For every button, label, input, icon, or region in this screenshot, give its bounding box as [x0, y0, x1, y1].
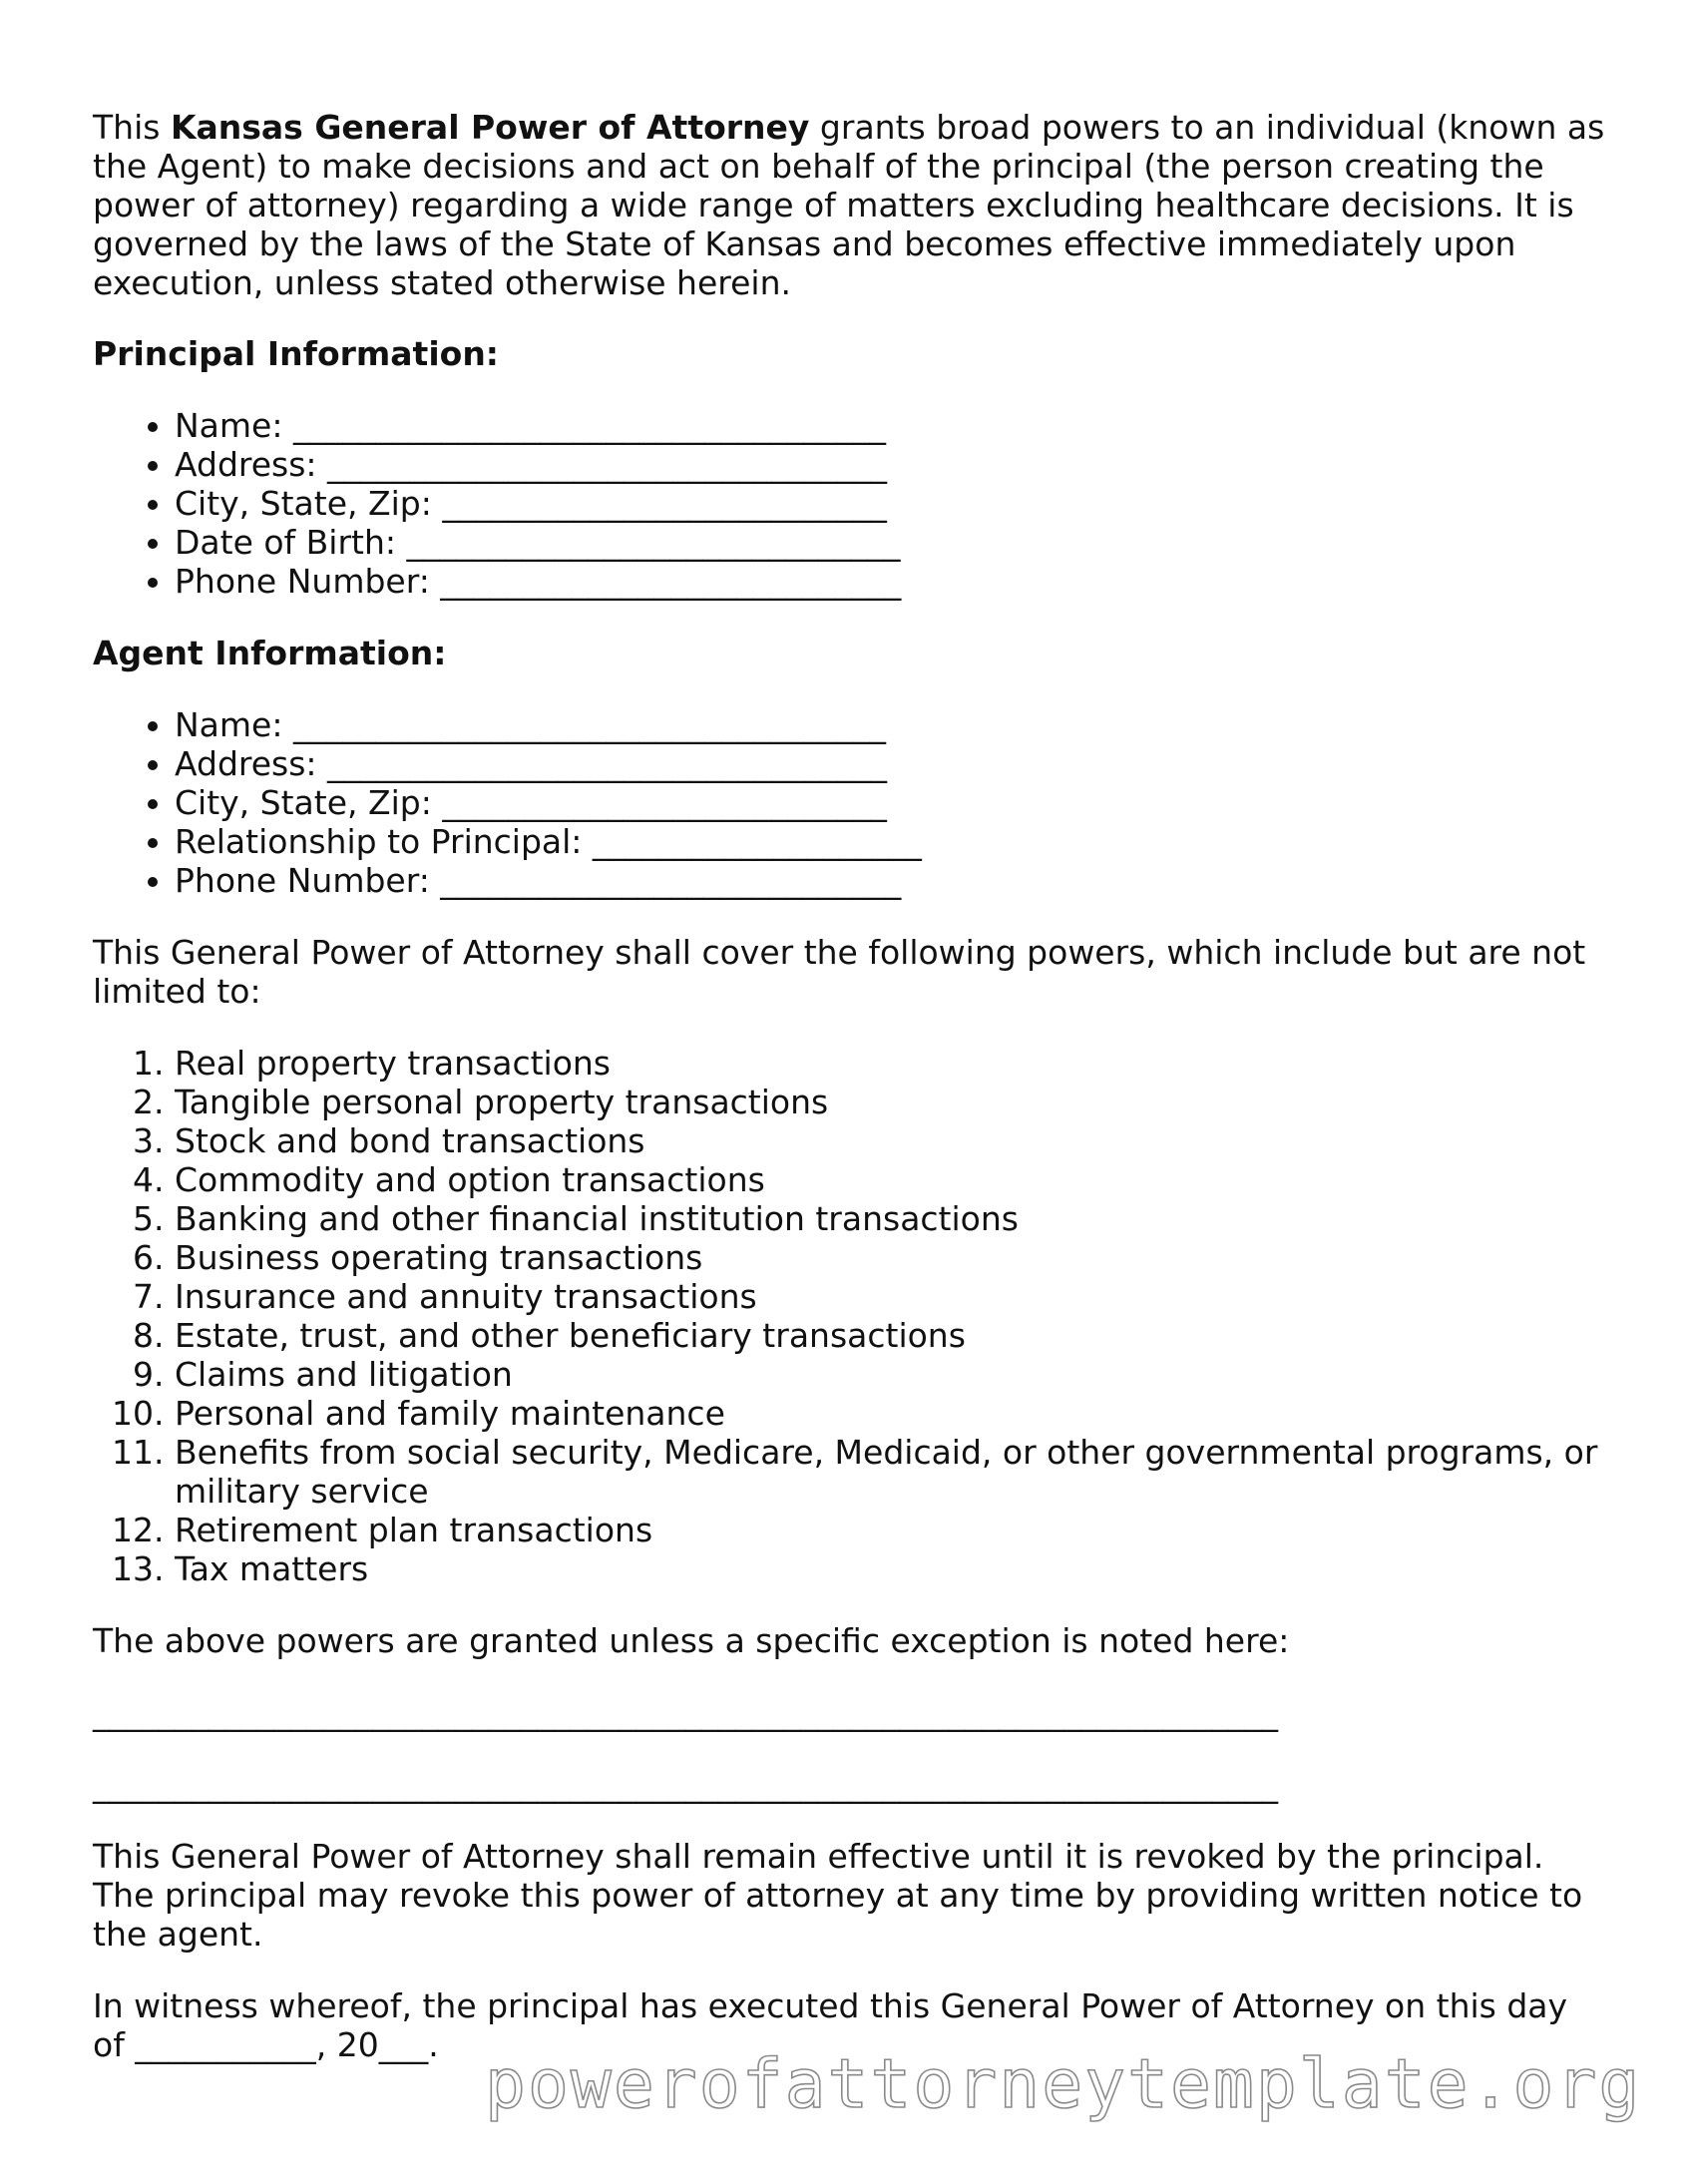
power-item: 11. Benefits from social security, Medicare, Medicaid, or other governmental programs, or military service [175, 1433, 1609, 1511]
power-item: 10. Personal and family maintenance [175, 1394, 1609, 1433]
watermark-text: powerofattorneytemplate.org [485, 2045, 1642, 2124]
power-item: 5. Banking and other financial institution transactions [175, 1199, 1609, 1238]
principal-city-field: • City, State, Zip: ___________________________ [175, 484, 1609, 523]
intro-text: grants broad powers to an individual (known as the Agent) to make decisions and act on behalf of the principal (the person creating the power of attorney) regarding a wide range of matters excluding healthcare decisions. It is governed by the laws of the State of Kansas and becomes effective immediately upon execution, unless stated otherwise herein. [93, 108, 1605, 302]
agent-phone-field: • Phone Number: ____________________________ [175, 861, 1609, 900]
power-item: 7. Insurance and annuity transactions [175, 1277, 1609, 1316]
powers-list [93, 1044, 1609, 1588]
agent-field-list [93, 705, 1609, 900]
principal-name-field: • Name: ____________________________________ [175, 406, 1609, 445]
principal-field-list [93, 406, 1609, 601]
power-item: 13. Tax matters [175, 1549, 1609, 1588]
agent-name-field: • Name: ____________________________________ [175, 705, 1609, 744]
power-item: 2. Tangible personal property transactions [175, 1083, 1609, 1121]
power-item: 8. Estate, trust, and other beneficiary transactions [175, 1316, 1609, 1355]
principal-heading: Principal Information: [93, 334, 500, 373]
power-item: 12. Retirement plan transactions [175, 1511, 1609, 1549]
agent-relationship-field: • Relationship to Principal: ____________________ [175, 822, 1609, 861]
power-item: 9. Claims and litigation [175, 1355, 1609, 1394]
document-title: Kansas General Power of Attorney [170, 108, 810, 147]
agent-heading: Agent Information: [93, 634, 447, 672]
principal-address-field: • Address: __________________________________ [175, 445, 1609, 484]
principal-phone-field: • Phone Number: ____________________________ [175, 562, 1609, 601]
agent-city-field: • City, State, Zip: ___________________________ [175, 783, 1609, 822]
principal-dob-field: • Date of Birth: ______________________________ [175, 523, 1609, 562]
exception-line-2: ________________________________________________________________________ [93, 1765, 1278, 1804]
exceptions-text: The above powers are granted unless a specific exception is noted here: [93, 1621, 1290, 1660]
power-item: 1. Real property transactions [175, 1044, 1609, 1083]
power-item: 3. Stock and bond transactions [175, 1121, 1609, 1160]
intro-paragraph [93, 108, 1609, 302]
power-item: 4. Commodity and option transactions [175, 1160, 1609, 1199]
revocation-paragraph: This General Power of Attorney shall remain effective until it is revoked by the principal. The principal may revoke this power of attorney at any time by providing written notice to the agent. [93, 1837, 1583, 1954]
power-item: 6. Business operating transactions [175, 1238, 1609, 1277]
exception-line-1: ________________________________________________________________________ [93, 1693, 1278, 1732]
agent-address-field: • Address: __________________________________ [175, 744, 1609, 783]
powers-intro: This General Power of Attorney shall cover the following powers, which include but are not limited to: [93, 933, 1586, 1011]
intro-prefix: This [93, 108, 171, 147]
document-body [93, 108, 1609, 2064]
witness-paragraph: In witness whereof, the principal has executed this General Power of Attorney on this day of ___________, 20___. [93, 1986, 1568, 2064]
